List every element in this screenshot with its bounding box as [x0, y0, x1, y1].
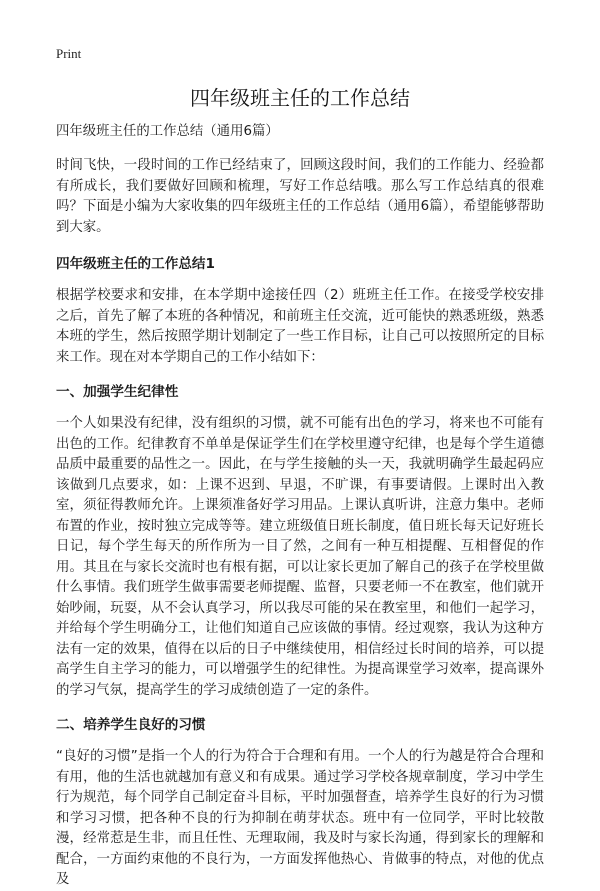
document-body: [56, 122, 544, 891]
discipline-paragraph: 一个人如果没有纪律，没有组织的习惯，就不可能有出色的学习，将来也不可能有出色的工作。纪律教育不单单是保证学生们在学校里遵守纪律，也是每个学生道德品质中最重要的品性之一。因此，在与学生接触的头一天，我就明确学生最起码应该做到几点要求，如：上课不迟到、早退，不旷课，有事要请假。上课时出入教室，须征得教师允许。上课须准备好学习用品。上课认真听讲，注意力集中。老师布置的作业，按时独立完成等等。建立班级值日班长制度，值日班长每天记好班长日记，每个学生每天的所作所为一目了然，之间有一种互相提醒、互相督促的作用。其且在与家长交流时也有根有据，可以让家长更加了解自己的孩子在学校里做什么事情。我们班学生做事需要老师提醒、监督，只要老师一不在教室，他们就开始吵闹，玩耍，从不会认真学习，所以我尽可能的呆在教室里，和他们一起学习，并给每个学生明确分工，让他们知道自己应该做的事情。经过观察，我认为这种方法有一定的效果，值得在以后的日子中继续使用，相信经过长时间的培养，可以提高学生自主学习的能力，可以增强学生的纪律性。为提高课堂学习效率，提高课外的学习气氛，提高学生的学习成绩创造了一定的条件。: [56, 416, 544, 698]
intro-paragraph: 时间飞快，一段时间的工作已经结束了，回顾这段时间，我们的工作能力、经验都有所成长，我们要做好回顾和梳理，写好工作总结哦。那么写工作总结真的很难吗？下面是小编为大家收集的四年级班主任的工作总结（通用6篇），希望能够帮助到大家。: [56, 158, 544, 235]
print-label[interactable]: Print: [56, 46, 82, 61]
subheading-habits: 二、培养学生良好的习惯: [56, 717, 206, 733]
document-title: 四年级班主任的工作总结: [190, 86, 410, 110]
section-heading-1: 四年级班主任的工作总结1: [56, 256, 215, 272]
subheading-discipline: 一、加强学生纪律性: [56, 384, 179, 400]
habits-paragraph: “良好的习惯”是指一个人的行为符合于合理和有用。一个人的行为越是符合合理和有用，他的生活也就越加有意义和有成果。通过学习学校各规章制度，学习中学生行为规范，每个同学自己制定奋斗目标，平时加强督查，培养学生良好的行为习惯和学习习惯，把各种不良的行为抑制在萌芽状态。班中有一位同学，平时比较散漫，经常惹是生非，而且任性、无理取闹，我及时与家长沟通，得到家长的理解和配合，一方面约束他的不良行为，一方面发挥他热心、肯做事的特点，对他的优点及: [56, 749, 544, 887]
document-subtitle: 四年级班主任的工作总结（通用6篇）: [56, 124, 279, 139]
section-1-paragraph: 根据学校要求和安排，在本学期中途接任四（2）班班主任工作。在接受学校安排之后，首先了解了本班的各种情况，和前班主任交流，近可能快的熟悉班级，熟悉本班的学生，然后按照学期计划制定了一些工作目标，让自己可以按照所定的目标来工作。现在对本学期自己的工作小结如下：: [56, 288, 544, 365]
